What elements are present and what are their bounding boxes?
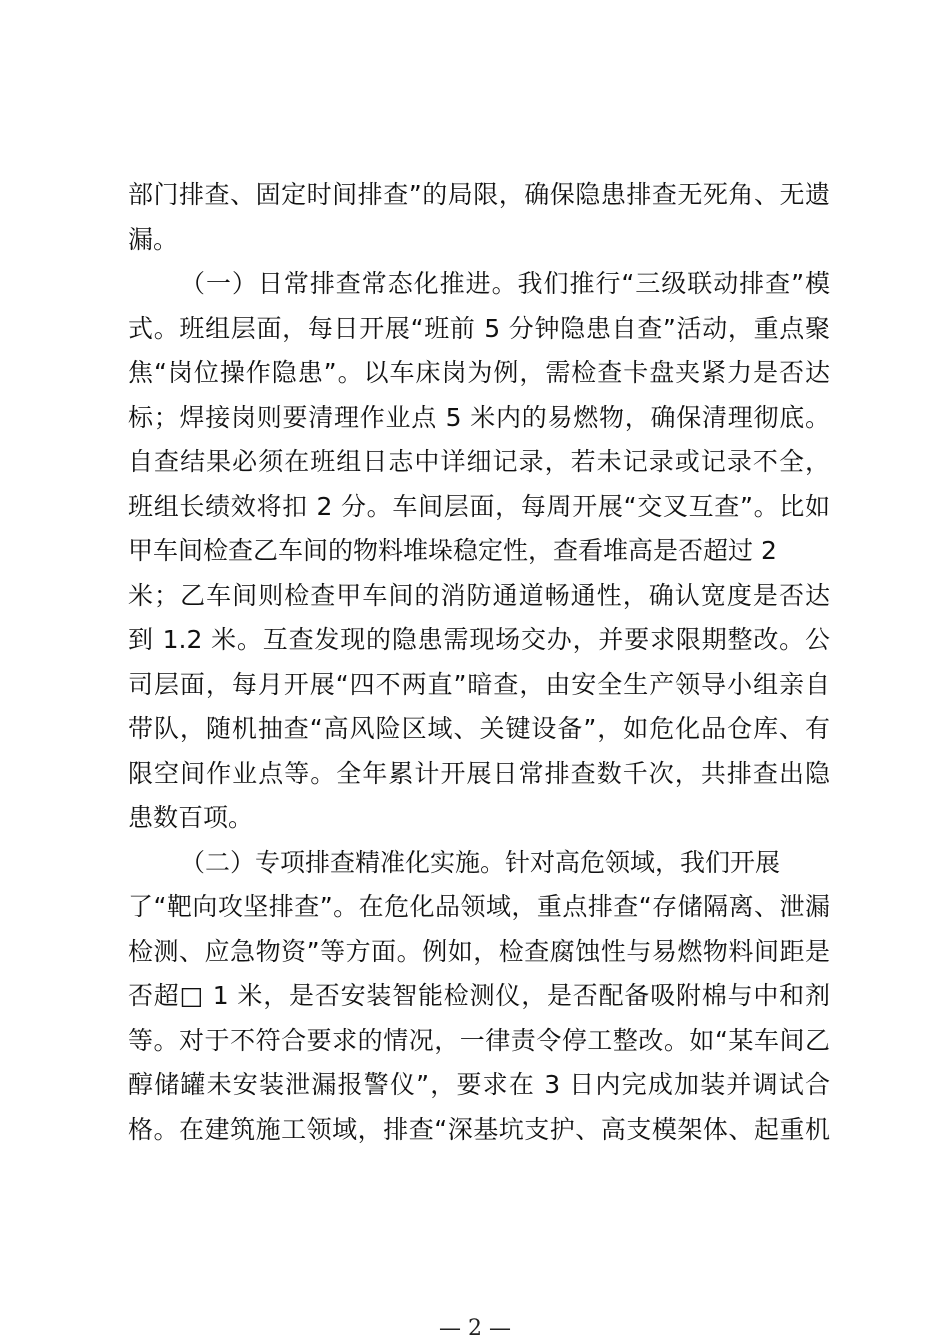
- text-line: 醇储罐未安装泄漏报警仪”，要求在 3 日内完成加装并调试合: [128, 1070, 830, 1099]
- text-line: 漏。: [128, 224, 179, 254]
- text-line: （一）日常排查常态化推进。我们推行“三级联动排查”模: [180, 269, 830, 298]
- text-line: 限空间作业点等。全年累计开展日常排查数千次，共排查出隐: [128, 758, 830, 788]
- text-line: 甲车间检查乙车间的物料堆垛稳定性，查看堆高是否超过 2: [128, 536, 777, 565]
- text-line: 格。在建筑施工领域，排查“深基坑支护、高支模架体、起重机: [128, 1114, 830, 1144]
- text-line: 焦“岗位操作隐患”。以车床岗为例，需检查卡盘夹紧力是否达: [128, 358, 830, 387]
- text-line: 患数百项。: [128, 803, 254, 832]
- text-line: 否超□ 1 米，是否安装智能检测仪，是否配备吸附棉与中和剂: [128, 981, 830, 1010]
- text-line: 部门排查、固定时间排查”的局限，确保隐患排查无死角、无遗: [128, 180, 830, 209]
- text-line: 司层面，每月开展“四不两直”暗查，由安全生产领导小组亲自: [128, 669, 830, 699]
- text-line: 等。对于不符合要求的情况，一律责令停工整改。如“某车间乙: [128, 1025, 830, 1055]
- text-line: 班组长绩效将扣 2 分。车间层面，每周开展“交叉互查”。比如: [128, 491, 830, 521]
- text-line: 带队，随机抽查“高风险区域、关键设备”，如危化品仓库、有: [128, 714, 830, 743]
- page-number: — 2 —: [439, 1316, 511, 1341]
- text-line: 式。班组层面，每日开展“班前 5 分钟隐患自查”活动，重点聚: [128, 313, 830, 343]
- text-line: 自查结果必须在班组日志中详细记录，若未记录或记录不全，: [128, 447, 830, 476]
- text-line: 了“靶向攻坚排查”。在危化品领域，重点排查“存储隔离、泄漏: [128, 892, 830, 921]
- text-line: 标；焊接岗则要清理作业点 5 米内的易燃物，确保清理彻底。: [128, 402, 830, 432]
- text-line: 检测、应急物资”等方面。例如，检查腐蚀性与易燃物料间距是: [128, 936, 830, 966]
- text-line: 到 1.2 米。互查发现的隐患需现场交办，并要求限期整改。公: [128, 625, 830, 654]
- text-line: （二）专项排查精准化实施。针对高危领域，我们开展: [180, 847, 781, 877]
- text-line: 米；乙车间则检查甲车间的消防通道畅通性，确认宽度是否达: [128, 580, 830, 610]
